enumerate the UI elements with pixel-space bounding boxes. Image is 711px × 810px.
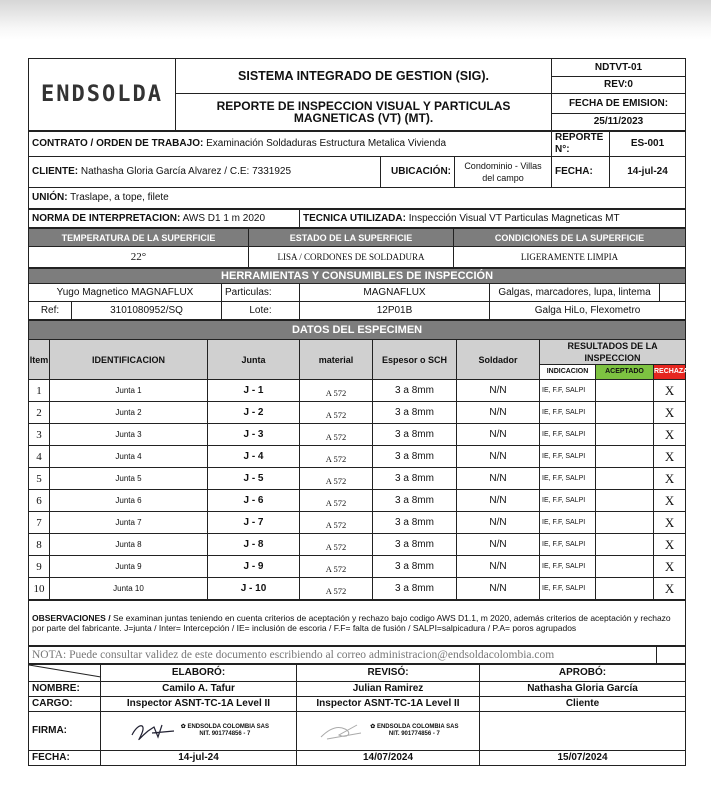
joint-header: Junta [208, 340, 300, 380]
item-number: 3 [29, 424, 50, 446]
table-row [29, 556, 686, 578]
yoke: Yugo Magnetico MAGNAFLUX [29, 284, 222, 302]
item-number: 5 [29, 468, 50, 490]
aprobo-date: 15/07/2024 [480, 751, 686, 766]
welder-header: Soldador [457, 340, 540, 380]
welder: N/N [457, 424, 540, 446]
reviso-role: Inspector ASNT-TC-1A Level II [297, 697, 480, 712]
indication: IE, F.F, SALPI [540, 468, 596, 490]
joint: J - 1 [208, 380, 300, 402]
item-number: 2 [29, 402, 50, 424]
identification: Junta 4 [50, 446, 208, 468]
joint: J - 4 [208, 446, 300, 468]
identification: Junta 7 [50, 512, 208, 534]
emission-cell [552, 94, 686, 131]
indication: IE, F.F, SALPI [540, 512, 596, 534]
ref-label: Ref: [29, 302, 72, 320]
union-value: Traslape, a tope, filete [70, 192, 169, 203]
identification: Junta 6 [50, 490, 208, 512]
lot-label: Lote: [222, 302, 300, 320]
validation-note: NOTA: Puede consultar validez de este documento escribiendo al correo administracion@endsoldacolombia.com [29, 647, 657, 664]
stamp-nit: NIT. 901774856 - 7 [388, 731, 440, 737]
blank-cell [660, 284, 686, 302]
table-row [29, 424, 686, 446]
stamp-name: ENDSOLDA COLOMBIA SAS [187, 724, 270, 730]
norm-value: AWS D1 1 m 2020 [182, 212, 266, 224]
accepted-mark [596, 556, 654, 578]
elaboro-label: ELABORÓ: [101, 665, 297, 682]
observations-text: Se examinan juntas teniendo en cuenta criterios de aceptación y rechazo bajo codigo AWS D1.1, m 2020, además criterios de aceptación y rechazo por parte del fabricante. J=junta / Inter= Intercepción / IE= inclusión de escoria / F.F= falta de fusión / SALPI=salpicadura / P.A= poros agrupados [32, 613, 671, 633]
table-row [29, 446, 686, 468]
rejected-header: RECHAZADO [654, 365, 686, 380]
technique-row [300, 210, 686, 228]
temp-value: 22° [29, 247, 249, 268]
rejected-mark: X [654, 424, 686, 446]
joint: J - 8 [208, 534, 300, 556]
table-row [29, 402, 686, 424]
item-number: 4 [29, 446, 50, 468]
table-row [29, 512, 686, 534]
welder: N/N [457, 380, 540, 402]
client-label: CLIENTE: [32, 166, 79, 177]
welder: N/N [457, 468, 540, 490]
indication: IE, F.F, SALPI [540, 556, 596, 578]
specimen-title: DATOS DEL ESPECIMEN [29, 321, 686, 340]
aprobo-name: Nathasha Gloria García [480, 682, 686, 697]
thickness: 3 a 8mm [373, 578, 457, 600]
union-row [29, 188, 686, 209]
indication: IE, F.F, SALPI [540, 380, 596, 402]
accepted-mark [596, 446, 654, 468]
diagonal-cell [29, 665, 101, 682]
condition-value: LIGERAMENTE LIMPIA [454, 247, 686, 268]
ref-value: 3101080952/SQ [72, 302, 222, 320]
surface-table [28, 228, 686, 268]
elaboro-role: Inspector ASNT-TC-1A Level II [101, 697, 297, 712]
aprobo-label: APROBÓ: [480, 665, 686, 682]
tools-title: HERRAMIENTAS Y CONSUMIBLES DE INSPECCIÓN [29, 269, 686, 284]
client-value: Nathasha Gloria García Alvarez / C.E: 7331925 [80, 166, 292, 177]
identification-header: IDENTIFICACION [50, 340, 208, 380]
observations-table [28, 600, 686, 646]
diagonal-line [29, 665, 101, 677]
material: A 572 [300, 468, 373, 490]
material: A 572 [300, 512, 373, 534]
rejected-mark: X [654, 534, 686, 556]
doc-code-cell [552, 59, 686, 94]
rejected-mark: X [654, 578, 686, 600]
welder: N/N [457, 578, 540, 600]
joint: J - 9 [208, 556, 300, 578]
thickness: 3 a 8mm [373, 380, 457, 402]
report-header [28, 58, 686, 131]
report-subtitle: REPORTE DE INSPECCION VISUAL Y PARTICULAS MAGNETICAS (VT) (MT). [176, 94, 552, 131]
joint: J - 3 [208, 424, 300, 446]
contract-label: CONTRATO / ORDEN DE TRABAJO: [32, 138, 204, 149]
observations-label: OBSERVACIONES / [32, 613, 111, 623]
thickness: 3 a 8mm [373, 512, 457, 534]
temp-header: TEMPERATURA DE LA SUPERFICIE [29, 229, 249, 247]
handwritten-signature-icon [317, 719, 367, 743]
accepted-mark [596, 468, 654, 490]
observations [29, 601, 686, 646]
rejected-mark: X [654, 380, 686, 402]
technique-value: Inspección Visual VT Particulas Magneticas MT [408, 212, 620, 224]
reviso-name: Julian Ramirez [297, 682, 480, 697]
material: A 572 [300, 380, 373, 402]
reviso-label: REVISÓ: [297, 665, 480, 682]
welder: N/N [457, 534, 540, 556]
material-header: material [300, 340, 373, 380]
stamp-gear-icon: ✿ [370, 724, 376, 730]
item-number: 7 [29, 512, 50, 534]
accepted-mark [596, 534, 654, 556]
item-number: 10 [29, 578, 50, 600]
emission-date: 25/11/2023 [593, 115, 644, 127]
accepted-mark [596, 490, 654, 512]
accepted-mark [596, 424, 654, 446]
rejected-mark: X [654, 446, 686, 468]
material: A 572 [300, 424, 373, 446]
name-label: NOMBRE: [29, 682, 101, 697]
norm-table [28, 209, 686, 228]
lot-value: 12P01B [300, 302, 490, 320]
welder: N/N [457, 512, 540, 534]
top-shadow-bar [0, 0, 711, 40]
rejected-mark: X [654, 468, 686, 490]
client-row [29, 157, 381, 188]
welder: N/N [457, 446, 540, 468]
identification: Junta 9 [50, 556, 208, 578]
particles-value: MAGNAFLUX [300, 284, 490, 302]
handwritten-signature-icon [128, 719, 178, 743]
indication: IE, F.F, SALPI [540, 534, 596, 556]
accepted-mark [596, 578, 654, 600]
indication: IE, F.F, SALPI [540, 402, 596, 424]
elaboro-date: 14-jul-24 [101, 751, 297, 766]
union-label: UNIÓN: [32, 192, 68, 203]
table-row [29, 380, 686, 402]
stamp-gear-icon: ✿ [180, 724, 186, 730]
identification: Junta 8 [50, 534, 208, 556]
item-header: Item [29, 340, 50, 380]
location-value: Condominio - Villas del campo [455, 157, 552, 188]
indication: IE, F.F, SALPI [540, 424, 596, 446]
joint: J - 2 [208, 402, 300, 424]
aprobo-role: Cliente [480, 697, 686, 712]
doc-code: NDTVT-01 [552, 60, 685, 77]
rejected-mark: X [654, 512, 686, 534]
reviso-signature [297, 712, 480, 751]
contract-value: Examinación Soldaduras Estructura Metalica Vivienda [206, 138, 447, 149]
norm-row [29, 210, 300, 228]
thickness: 3 a 8mm [373, 490, 457, 512]
note-table [28, 646, 686, 664]
report-number-label: REPORTE N°: [552, 132, 610, 157]
aprobo-signature [480, 712, 686, 751]
welder: N/N [457, 556, 540, 578]
thickness-header: Espesor o SCH [373, 340, 457, 380]
norm-label: NORMA DE INTERPRETACION: [32, 212, 181, 224]
material: A 572 [300, 556, 373, 578]
company-stamp [370, 724, 458, 738]
condition-header: CONDICIONES DE LA SUPERFICIE [454, 229, 686, 247]
material: A 572 [300, 578, 373, 600]
indication: IE, F.F, SALPI [540, 578, 596, 600]
welder: N/N [457, 402, 540, 424]
stamp-nit: NIT. 901774856 - 7 [199, 731, 251, 737]
item-number: 9 [29, 556, 50, 578]
report-number-value: ES-001 [610, 132, 686, 157]
joint: J - 6 [208, 490, 300, 512]
contract-row [29, 132, 552, 157]
elaboro-name: Camilo A. Tafur [101, 682, 297, 697]
thickness: 3 a 8mm [373, 468, 457, 490]
reviso-date: 14/07/2024 [297, 751, 480, 766]
identification: Junta 2 [50, 402, 208, 424]
table-row [29, 490, 686, 512]
indication: IE, F.F, SALPI [540, 446, 596, 468]
indication: IE, F.F, SALPI [540, 490, 596, 512]
system-title: SISTEMA INTEGRADO DE GESTION (SIG). [176, 59, 552, 94]
technique-label: TECNICA UTILIZADA: [303, 212, 406, 224]
joint: J - 7 [208, 512, 300, 534]
gauge-hilo: Galga HiLo, Flexometro [490, 302, 686, 320]
signature-label: FIRMA: [29, 712, 101, 751]
note-blank [657, 647, 686, 664]
accepted-header: ACEPTADO [596, 365, 654, 380]
item-number: 1 [29, 380, 50, 402]
table-row [29, 468, 686, 490]
accepted-mark [596, 380, 654, 402]
joint: J - 10 [208, 578, 300, 600]
date-label: FECHA: [552, 157, 610, 188]
identification: Junta 5 [50, 468, 208, 490]
location-label: UBICACIÓN: [381, 157, 455, 188]
thickness: 3 a 8mm [373, 402, 457, 424]
date-value: 14-jul-24 [610, 157, 686, 188]
material: A 572 [300, 446, 373, 468]
welder: N/N [457, 490, 540, 512]
rejected-mark: X [654, 402, 686, 424]
table-row [29, 578, 686, 600]
table-row [29, 534, 686, 556]
accepted-mark [596, 512, 654, 534]
sign-date-label: FECHA: [29, 751, 101, 766]
accepted-mark [596, 402, 654, 424]
elaboro-signature [101, 712, 297, 751]
material: A 572 [300, 490, 373, 512]
inspection-report-sheet [28, 58, 699, 766]
thickness: 3 a 8mm [373, 534, 457, 556]
rejected-mark: X [654, 490, 686, 512]
specimen-table [28, 320, 699, 600]
identification: Junta 3 [50, 424, 208, 446]
results-header: RESULTADOS DE LA INSPECCION [540, 340, 686, 365]
company-stamp [181, 724, 269, 738]
particles-label: Particulas: [222, 284, 300, 302]
thickness: 3 a 8mm [373, 556, 457, 578]
company-logo: ENDSOLDA [29, 59, 176, 131]
state-value: LISA / CORDONES DE SOLDADURA [249, 247, 454, 268]
joint: J - 5 [208, 468, 300, 490]
signature-table [28, 664, 686, 766]
identification: Junta 10 [50, 578, 208, 600]
emission-label: FECHA DE EMISION: [552, 95, 685, 114]
state-header: ESTADO DE LA SUPERFICIE [249, 229, 454, 247]
revision: REV:0 [604, 78, 633, 90]
item-number: 6 [29, 490, 50, 512]
gauges: Galgas, marcadores, lupa, lintema [490, 284, 660, 302]
thickness: 3 a 8mm [373, 446, 457, 468]
rejected-mark: X [654, 556, 686, 578]
role-label: CARGO: [29, 697, 101, 712]
identification: Junta 1 [50, 380, 208, 402]
tools-table [28, 268, 686, 320]
contract-table [28, 131, 686, 209]
material: A 572 [300, 534, 373, 556]
indication-header: INDICACION [540, 365, 596, 380]
stamp-name: ENDSOLDA COLOMBIA SAS [376, 724, 459, 730]
item-number: 8 [29, 534, 50, 556]
material: A 572 [300, 402, 373, 424]
thickness: 3 a 8mm [373, 424, 457, 446]
